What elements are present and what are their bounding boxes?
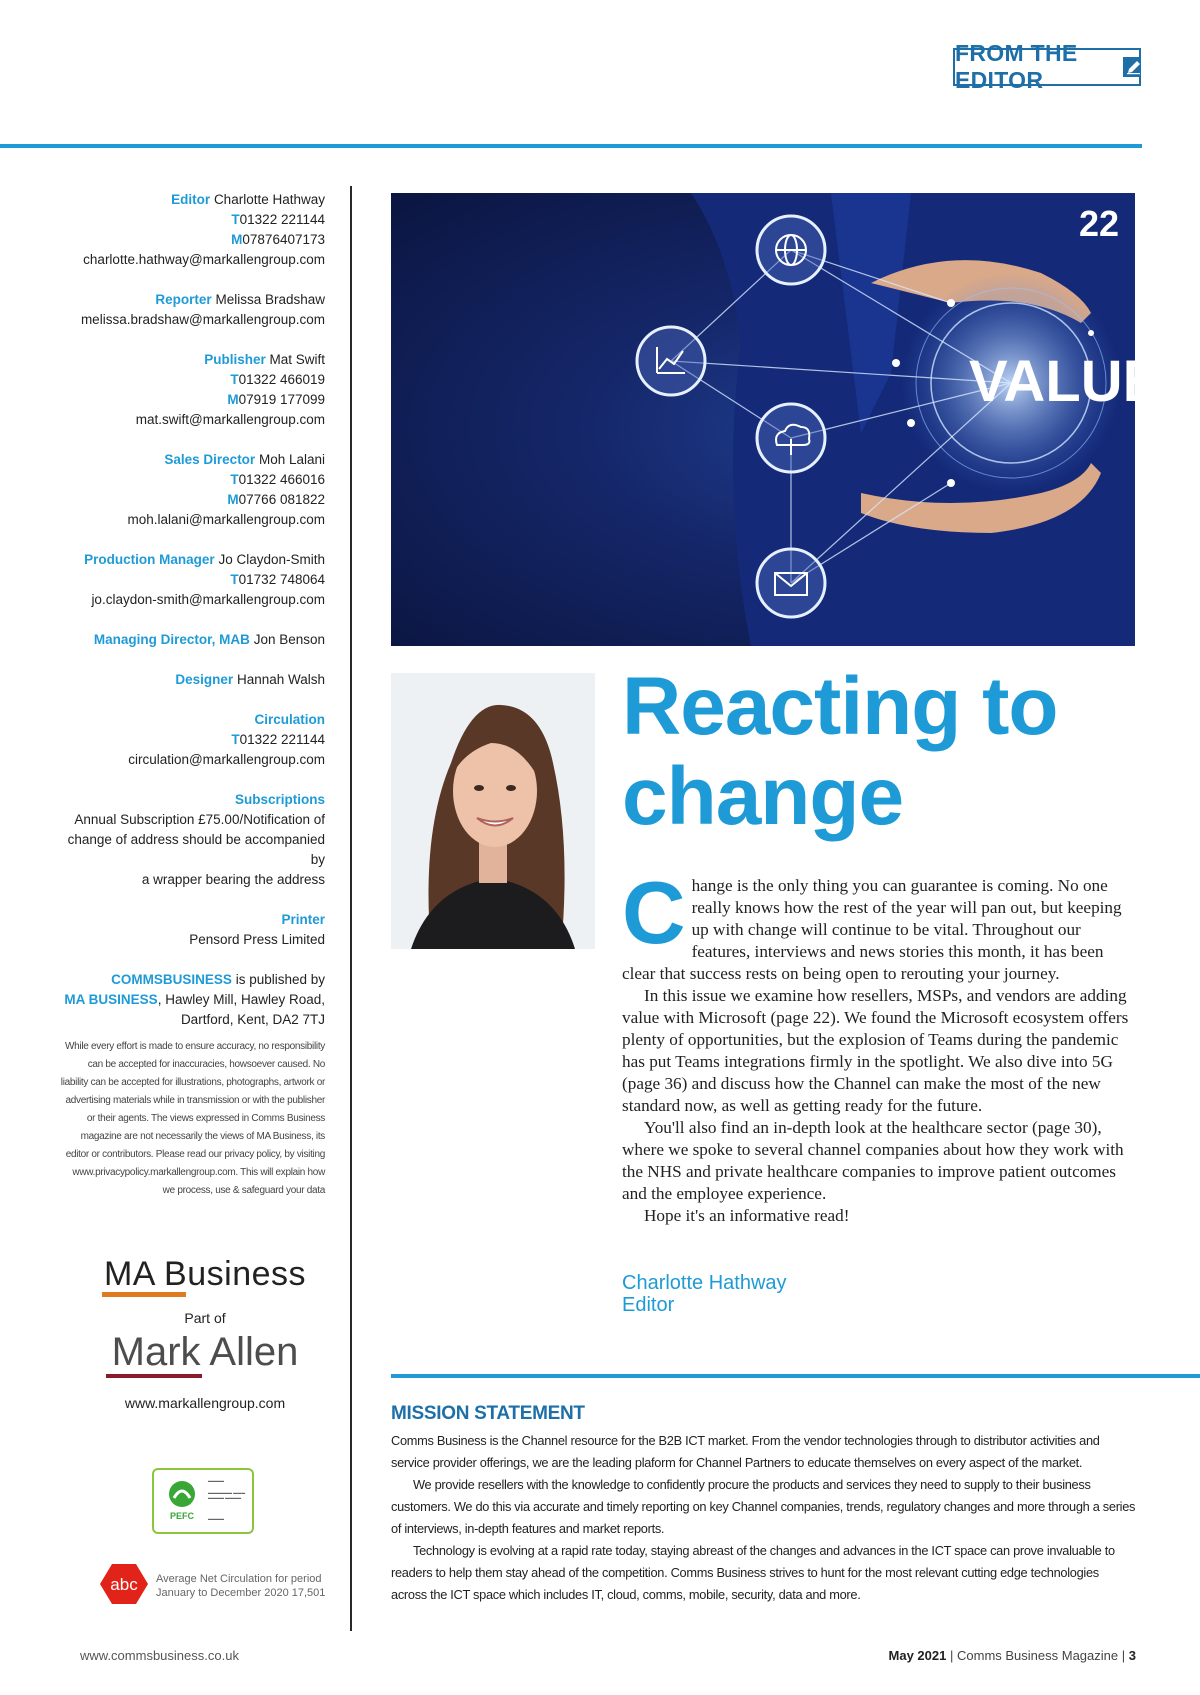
masthead-entry [60, 290, 325, 330]
footer-separator: | [949, 1648, 954, 1663]
masthead-entry [60, 350, 325, 430]
publisher-note-line-3: Dartford, Kent, DA2 7TJ [180, 1012, 325, 1027]
masthead-contact-value: moh.lalani@markallengroup.com [127, 512, 325, 527]
masthead-entry [60, 630, 325, 650]
mark-allen-logo: Mark Allen [111, 1330, 299, 1374]
masthead-contact-key: T [230, 372, 239, 387]
publisher-note-line-2 [60, 990, 325, 1010]
masthead-entry [60, 790, 325, 890]
editor-signature [622, 1272, 787, 1316]
masthead-entry [60, 550, 325, 610]
ma-business-logo [100, 1255, 310, 1297]
masthead-contact-value: 01322 466019 [238, 372, 325, 387]
column-divider [350, 186, 352, 1631]
masthead-contact-key: T [230, 572, 239, 587]
masthead-role: Production Manager [84, 552, 215, 567]
masthead-role: Subscriptions [234, 792, 325, 807]
abc-logo [100, 1564, 148, 1604]
signature-name: Charlotte Hathway [622, 1272, 787, 1294]
masthead-contact-value: change of address should be accompanied by [67, 832, 325, 867]
footer-page-number: 3 [1128, 1648, 1136, 1663]
masthead-entry-heading [60, 350, 325, 370]
masthead-entry-heading [60, 790, 325, 810]
abc-text-line-2: January to December 2020 17,501 [156, 1587, 326, 1599]
masthead-contact-key: M [227, 492, 239, 507]
masthead-contact-value: a wrapper bearing the address [141, 872, 325, 887]
masthead-contact-value: circulation@markallengroup.com [128, 752, 325, 767]
masthead-entry [60, 450, 325, 530]
masthead-name: Hannah Walsh [236, 672, 325, 687]
editor-portrait [391, 673, 595, 949]
article-paragraph-4: Hope it's an informative read! [644, 1206, 850, 1225]
masthead-role: Managing Director, MAB [93, 632, 250, 647]
mark-allen-underline [106, 1374, 202, 1378]
section-badge-label: FROM THE EDITOR [955, 40, 1078, 93]
footer-magazine: Comms Business Magazine [957, 1648, 1119, 1663]
masthead-contact-line [60, 490, 325, 510]
masthead-contact-value: 01322 221144 [239, 212, 325, 227]
masthead-column [60, 190, 325, 1200]
edit-icon [1123, 57, 1139, 77]
headline-line-1: Reacting to [622, 661, 1058, 752]
masthead-contact-value: 01322 466016 [238, 472, 325, 487]
masthead-contact-value: melissa.bradshaw@markallengroup.com [80, 312, 325, 327]
masthead-contact-key: T [231, 732, 240, 747]
masthead-role: Circulation [254, 712, 325, 727]
masthead-contact-key: T [230, 472, 239, 487]
masthead-contact-value: mat.swift@markallengroup.com [135, 412, 325, 427]
top-rule [0, 144, 1142, 148]
masthead-contact-line [60, 410, 325, 430]
part-of-label: Part of [184, 1310, 226, 1326]
masthead-contact-value: Annual Subscription £75.00/Notification of [74, 812, 325, 827]
article-paragraph-3: You'll also find an in-depth look at the healthcare sector (page 30), where we spoke to several channel companies about how they work with the NHS and private healthcare companies to improve patient outcomes and the employee experience. [622, 1118, 1124, 1203]
masthead-entry-heading [60, 630, 325, 650]
publisher-brand: MA BUSINESS [64, 992, 158, 1007]
masthead-entry-heading [60, 450, 325, 470]
section-badge [953, 40, 1141, 93]
masthead-contact-line [60, 930, 325, 950]
mission-title: MISSION STATEMENT [391, 1403, 585, 1424]
masthead-entry-heading [60, 190, 325, 210]
masthead-entry-heading [60, 550, 325, 570]
masthead-role: Printer [281, 912, 325, 927]
editor-portrait-illustration [391, 673, 595, 949]
masthead-contact-key: M [231, 232, 243, 247]
masthead-contact-line [60, 590, 325, 610]
masthead-role: Sales Director [164, 452, 256, 467]
masthead-contact-line [60, 210, 325, 230]
abc-label: abc [110, 1575, 138, 1594]
masthead-entry-heading [60, 910, 325, 930]
publisher-text: , Hawley Mill, Hawley Road, [157, 992, 325, 1007]
footer-separator: | [1121, 1648, 1126, 1663]
hero-page-reference: 22 [1078, 203, 1119, 244]
article-paragraph-1-text: hange is the only thing you can guarantee is coming. No one really knows how the rest of the year will pan out, but keeping up with change will continue to be vital. Throughout our features, interviews and news stories this month, it has been clear that success rests on being open to rerouting your journey. [622, 876, 1122, 983]
masthead-role: Reporter [155, 292, 212, 307]
value-overlay-text: VALUE [969, 349, 1162, 414]
masthead-role: Publisher [204, 352, 266, 367]
hero-illustration [391, 193, 1162, 646]
masthead-contact-line [60, 370, 325, 390]
masthead-contact-line [60, 250, 325, 270]
masthead-contact-value: 01322 221144 [239, 732, 325, 747]
masthead-name: Charlotte Hathway [213, 192, 325, 207]
masthead-contact-line [60, 810, 325, 830]
masthead-name: Moh Lalani [258, 452, 325, 467]
article-headline [622, 662, 1142, 842]
footer-website: www.commsbusiness.co.uk [80, 1648, 239, 1663]
masthead-contact-line [60, 510, 325, 530]
publisher-note-line-1 [60, 970, 325, 990]
masthead-entry-heading [60, 670, 325, 690]
masthead-contact-line [60, 750, 325, 770]
mark-allen-website: www.markallengroup.com [124, 1395, 286, 1411]
disclaimer: While every effort is made to ensure accuracy, no responsibility can be accepted for inaccuracies, howsoever caused. No liability can be accepted for illustrations, photographs, artwork or advertising materials while in transmission or with the publisher or their agents. The views expressed in Comms Business magazine are not necessarily the views of MA Business, its editor or contributors. Please read our privacy policy, by visiting www.privacypolicy.markallengroup.com. This will explain how we process, use & safeguard your data [60, 1041, 325, 1196]
masthead-contact-line [60, 870, 325, 890]
headline-line-2: change [622, 751, 904, 842]
masthead-role: Editor [171, 192, 211, 207]
hero-image [391, 193, 1162, 646]
masthead-contact-value: 07876407173 [242, 232, 325, 247]
masthead-contact-line [60, 230, 325, 250]
article-paragraph-1 [622, 863, 1130, 985]
article-paragraph-2: In this issue we examine how resellers, MSPs, and vendors are adding value with Microsoft (page 22). We found the Microsoft ecosystem offers plenty of opportunities, but the explosion of Teams during the pandemic has put Teams integrations firmly in the spotlight. We also dive into 5G (page 36) and discuss how the Channel can make the most of the new standard now, as well as getting ready for the future. [622, 986, 1129, 1115]
masthead-entry [60, 910, 325, 950]
abc-circulation-text [156, 1572, 325, 1600]
masthead-contact-value: 07919 177099 [238, 392, 325, 407]
mission-rule [391, 1374, 1200, 1378]
pefc-tree-icon [162, 1478, 202, 1522]
masthead-contact-line [60, 730, 325, 750]
publisher-note [60, 970, 325, 1030]
signature-role: Editor [622, 1294, 675, 1316]
publisher-brand: COMMSBUSINESS [111, 972, 232, 987]
pefc-label: PEFC [169, 1511, 195, 1521]
publisher-text: is published by [231, 972, 325, 987]
masthead-role: Designer [175, 672, 234, 687]
masthead-contact-key: T [231, 212, 240, 227]
mission-paragraph-3: Technology is evolving at a rapid rate today, staying abreast of the changes and advances in the ICT space can prove invaluable to readers to help them stay ahead of the competition. Comms Business strives to hunt for the most relevant cutting edge technologies across the ICT space which includes IT, cloud, comms, mobile, security, data and more. [391, 1543, 1115, 1602]
masthead-name: Jon Benson [253, 632, 325, 647]
footer-issue-date: May 2021 [888, 1648, 947, 1663]
mission-paragraph-1: Comms Business is the Channel resource for the B2B ICT market. From the vendor technologies through to distributor activities and service provider offerings, we are the leading plaform for Channel Partners to educate themselves on every aspect of the market. [391, 1433, 1100, 1470]
masthead-contact-line [60, 310, 325, 330]
ma-business-wordmark: MA Business [103, 1255, 307, 1293]
masthead-contact-line [60, 830, 325, 870]
mission-body [391, 1430, 1136, 1606]
masthead-contact-value: charlotte.hathway@markallengroup.com [83, 252, 325, 267]
masthead-entry-heading [60, 290, 325, 310]
drop-cap: C [622, 863, 686, 962]
masthead-name: Mat Swift [269, 352, 325, 367]
masthead-contact-value: jo.claydon-smith@markallengroup.com [91, 592, 325, 607]
masthead-name: Jo Claydon-Smith [218, 552, 325, 567]
masthead-entry [60, 670, 325, 690]
abc-text-line-1: Average Net Circulation for period [156, 1573, 322, 1585]
masthead-contact-value: Pensord Press Limited [189, 932, 325, 947]
masthead-contact-line [60, 570, 325, 590]
masthead-contact-value: 07766 081822 [238, 492, 325, 507]
masthead-entry [60, 190, 325, 270]
masthead-entry-heading [60, 710, 325, 730]
mission-paragraph-2: We provide resellers with the knowledge to confidently procure the products and services they need to supply to their business customers. We do this via accurate and timely reporting on key Channel companies, trends, regulatory changes and more through a series of interviews, in-depth features and market reports. [391, 1477, 1136, 1536]
masthead-contact-line [60, 390, 325, 410]
masthead-contact-key: M [227, 392, 239, 407]
masthead-name: Melissa Bradshaw [215, 292, 325, 307]
masthead-contact-line [60, 470, 325, 490]
footer-issue-info [889, 1648, 1136, 1663]
masthead-entry [60, 710, 325, 770]
article-body [622, 863, 1130, 1227]
masthead-contact-value: 01732 748064 [238, 572, 325, 587]
pefc-logo: PEFC ▬▬▬▬ ▬▬▬▬▬▬ ▬▬▬ ▬▬▬▬ ▬▬▬▬ ▬▬▬▬ [152, 1468, 254, 1534]
